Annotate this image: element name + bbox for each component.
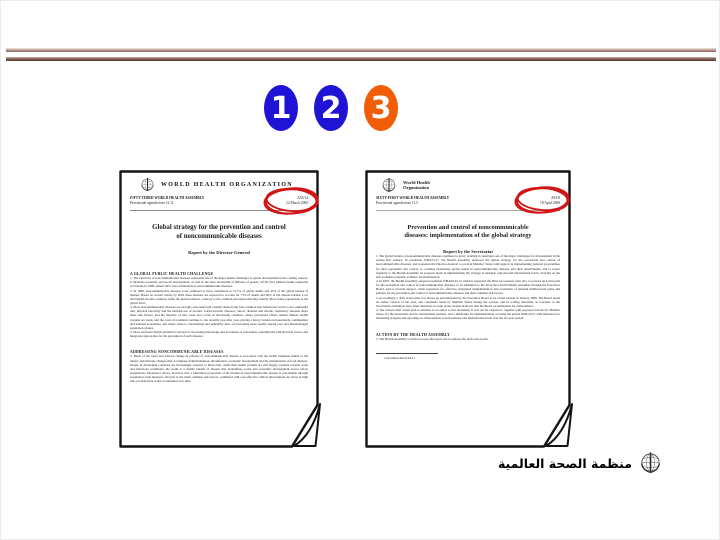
who-logo-icon: [639, 451, 662, 476]
who-emblem-icon: [140, 177, 155, 193]
paragraph: 2. In 2007, the Health Assembly adopted resolution WHA60.23, in which it requested the Director-General, inter alia, to prepare an action plan for the prevention and control of noncommunicable diseases, to be submitted to the Sixty-first World Health Assembly through the Executive Board, and to provide support, when requested, for effective, integrated implementation and evaluation of national multisectoral plans and policies for the prevention and control of noncommunicable diseases and their common risk factors.: [376, 279, 560, 296]
doc-date: 18 April 2008: [540, 201, 560, 206]
section-heading: ADDRESSING NONCOMMUNICABLE DISEASES: [130, 350, 224, 355]
paragraph: 5. Much of the rapid and adverse change in patterns of noncommunicable disease is associated with the health transition linked to the dietary and lifestyle changes that accompany industrialization, urbanization, economic development and the globalization of food markets. People in developing countries are increasingly exposed to these risks, while their health systems are still largely oriented towards acute and infectious conditions; the result is a double burden of disease that undermines social and economic development across whole populations. Experience shows, however, that a substantial proportion of the burden of noncommunicable disease is preventable through population-wide measures directed at the main common risk factors, combined with cost-effective clinical interventions for those at high risk, provided that action is sustained over time.: [130, 354, 308, 384]
doc-reference: A53/14: [297, 196, 308, 200]
org-name: WORLD HEALTH ORGANIZATION: [161, 182, 293, 188]
step-badge-3: 3: [364, 85, 398, 131]
assembly-line: FIFTY-THIRD WORLD HEALTH ASSEMBLY: [130, 196, 205, 200]
date-highlight-circle: [513, 183, 573, 217]
agenda-line: Provisional agenda item 11.5: [376, 201, 418, 206]
doc-title: Prevention and control of noncommunicable diseases: implementation of the global strategy: [404, 224, 532, 240]
agenda-line: Provisional agenda item 12.11: [130, 201, 174, 206]
doc-title: Global strategy for the prevention and control of noncommunicable diseases: [152, 224, 286, 240]
paragraph: 2. In 1998, noncommunicable diseases were estimated to have contributed to 31.7% of global deaths and 43% of the global burden of disease. Based on current trends, by 2020 these diseases are expected to account for 73% of deaths and 60% of the disease burden. Low and middle income countries suffer the greatest impact, contrary to the common perception that they mainly affect richer populations at the global level.: [130, 288, 308, 305]
section-heading: ACTION BY THE HEALTH ASSEMBLY: [376, 332, 451, 337]
date-highlight-circle: [262, 184, 322, 218]
footnote: 1 Document A61/8 Add.1: [384, 355, 415, 360]
step-badge-1: 1: [264, 85, 298, 131]
doc-subtitle: Report by the Director-General: [188, 250, 250, 256]
section-heading: A GLOBAL PUBLIC HEALTH CHALLENGE: [130, 272, 214, 277]
paragraph: 1. The rapid rise of noncommunicable diseases represents one of the major health challenges to global development in the coming century. It threatens economic and social development, as well as the lives and health of millions of people. Of the 56.5 million deaths registered worldwide in 1999, almost 60% were attributable to noncommunicable diseases.: [130, 276, 308, 289]
who-arabic-label: منظمة الصحة العالمية: [497, 456, 632, 471]
paragraph: 3. Accordingly, a draft action plan was drawn up and discussed by the Executive Board at its 122nd session in January 2008. The Board noted an earlier version of the plan, and comments made by Member States during the session, and in writing thereafter, in response to the Secretariat's invitation, have been taken into account in the revised draft text that the Board recommended for endorsement.: [376, 295, 560, 308]
paragraph: 4. More and more health attention is devoted to increasing knowledge and awareness of prevention, regarding the principal risk factors and integrated approaches for the prevention of such diseases.: [130, 330, 308, 339]
doc-subtitle: Report by the Secretariat: [443, 249, 493, 255]
document-right: [365, 170, 571, 448]
doc-reference: A61/8: [551, 196, 560, 200]
paragraph: 4. The revised draft action plan is attached as an annex to this document. It sets out six objectives, together with proposed actions for Member States, for the Secretariat and for international partners, and a timeframe for implementation covering the period 2008-2013, with indicators for measuring progress and reporting on achievements at both national and international levels over the six-year period.: [376, 308, 560, 321]
paragraph: 3. Most noncommunicable diseases are strongly associated and causally linked with four common risk behaviours: tobacco use, unhealthy diet, physical inactivity and the harmful use of alcohol. Cardiovascular diseases, cancer, diabetes and chronic respiratory diseases share these risk factors, and the majority of new cases now occur in developing countries, where prevention efforts remain limited, health systems are weak, and the costs of treatment continue to rise steadily year after year, placing a heavy burden on households, communities and national economies, and where tobacco consumption and unhealthy diets are increasing most rapidly among poor and disadvantaged population groups.: [130, 305, 308, 330]
footnote-rule: [376, 353, 438, 354]
doc-date: 22 March 2000: [286, 201, 308, 206]
divider-line-top: [6, 48, 716, 52]
step-badges: [264, 85, 398, 131]
paragraph: 1. The global burden of noncommunicable diseases continues to grow; tackling it constitutes one of the major challenges for development in the twenty-first century. In resolution WHA53.17, the Health Assembly endorsed the global strategy for the prevention and control of noncommunicable diseases, and requested the Director-General to provide Member States with support in implementing national programmes for their prevention and control, to continue monitoring global trends in noncommunicable diseases and their determinants, and to report regularly to the Health Assembly on progress made in implementing the strategy at national, regional and international levels, drawing on the best available scientific evidence and information.: [376, 254, 560, 279]
paragraph: 5. The Health Assembly is invited to note the report and to endorse the draft action plan.: [376, 336, 489, 341]
who-emblem-icon: [381, 177, 397, 194]
document-left: [119, 170, 319, 448]
footer: [498, 451, 662, 476]
step-badge-2: 2: [314, 85, 348, 131]
assembly-line: SIXTY-FIRST WORLD HEALTH ASSEMBLY: [376, 196, 450, 200]
divider-line-bottom: [6, 57, 716, 61]
org-name: World Health Organization: [403, 179, 430, 190]
